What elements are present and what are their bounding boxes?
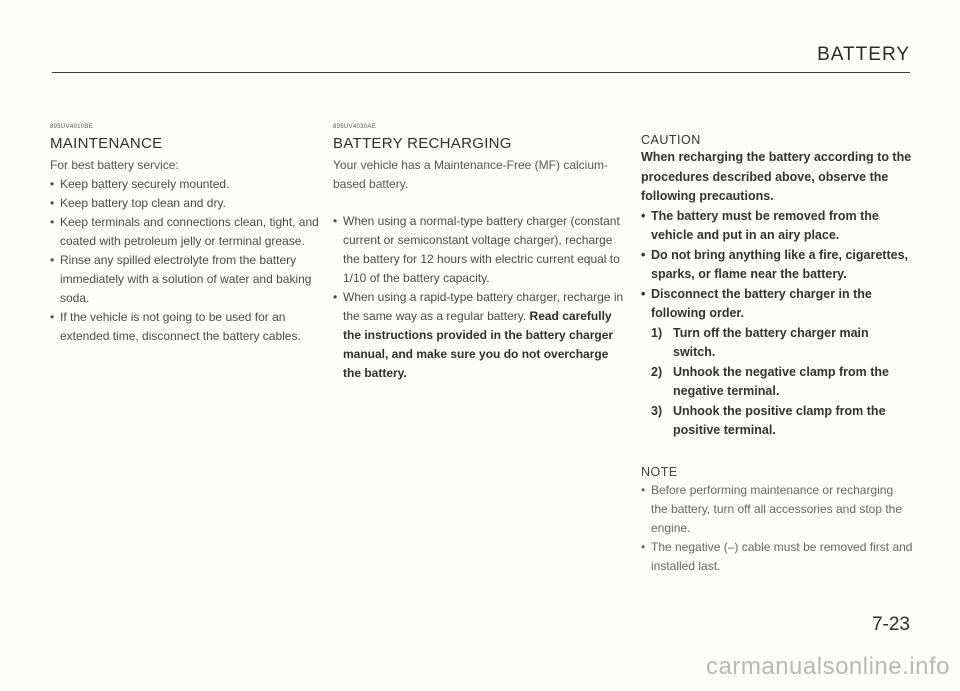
list-item: • Rinse any spilled electrolyte from the battery immediately with a solution of water and baking soda. xyxy=(50,251,320,308)
step-number: 2) xyxy=(651,364,663,379)
step-text: Unhook the negative clamp from the negative terminal. xyxy=(673,364,890,398)
list-item-emphasis: Read carefully the instructions provided in the battery charger manual, and make sure you do not overcharge the battery. xyxy=(343,309,614,380)
watermark: carmanualsonline.info xyxy=(706,653,950,680)
list-item: • Do not bring anything like a fire, cigarettes, sparks, or flame near the battery. xyxy=(641,246,913,285)
step-item xyxy=(651,363,913,402)
recharging-section xyxy=(333,124,626,383)
list-item-text: Disconnect the battery charger in the following order. xyxy=(651,286,872,320)
list-item: • Keep terminals and connections clean, tight, and coated with petroleum jelly or terminal grease. xyxy=(50,213,320,251)
maintenance-section xyxy=(50,124,320,346)
step-text: Turn off the battery charger main switch. xyxy=(673,325,869,359)
caution-body: When recharging the battery according to the procedures described above, observe the following precautions. xyxy=(641,150,912,203)
spacer xyxy=(333,194,626,212)
header-rule xyxy=(52,72,910,73)
page-number: 7-23 xyxy=(871,614,910,635)
list-item: • Before performing maintenance or recharging the battery, turn off all accessories and stop the engine. xyxy=(641,481,913,538)
recharging-intro: Your vehicle has a Maintenance-Free (MF) calcium-based battery. xyxy=(333,158,608,191)
caution-title: CAUTION xyxy=(641,133,701,147)
list-item: • The negative (–) cable must be removed first and installed last. xyxy=(641,538,913,576)
list-item xyxy=(333,288,626,383)
note-list xyxy=(641,481,913,576)
recharging-code: 895UV4030AE xyxy=(333,124,376,130)
maintenance-intro: For best battery service: xyxy=(50,158,179,172)
step-number: 1) xyxy=(651,325,663,340)
caution-section xyxy=(641,133,913,576)
disconnect-steps xyxy=(651,324,913,441)
caution-list xyxy=(641,207,913,441)
list-item xyxy=(641,285,913,441)
maintenance-list xyxy=(50,175,320,346)
page-header-title: BATTERY xyxy=(817,44,910,65)
list-item: • When using a normal-type battery charger (constant current or semiconstant voltage charger), recharge the battery for 12 hours with electric current equal to 1/10 of the battery capacity. xyxy=(333,212,626,288)
step-item xyxy=(651,402,913,441)
note-title: NOTE xyxy=(641,464,678,479)
maintenance-code: 895UV4010BE xyxy=(50,124,93,130)
recharging-list xyxy=(333,212,626,383)
step-number: 3) xyxy=(651,403,663,418)
maintenance-title: MAINTENANCE xyxy=(50,135,163,152)
list-item: • Keep battery securely mounted. xyxy=(50,175,320,194)
step-text: Unhook the positive clamp from the positive terminal. xyxy=(673,403,886,437)
step-item xyxy=(651,324,913,363)
list-item: • The battery must be removed from the vehicle and put in an airy place. xyxy=(641,207,913,246)
list-item: • If the vehicle is not going to be used for an extended time, disconnect the battery cables. xyxy=(50,308,320,346)
recharging-title: BATTERY RECHARGING xyxy=(333,135,512,152)
list-item: • Keep battery top clean and dry. xyxy=(50,194,320,213)
list-item-text: When using a rapid-type battery charger, recharge in the same way as a regular battery. xyxy=(343,290,624,323)
